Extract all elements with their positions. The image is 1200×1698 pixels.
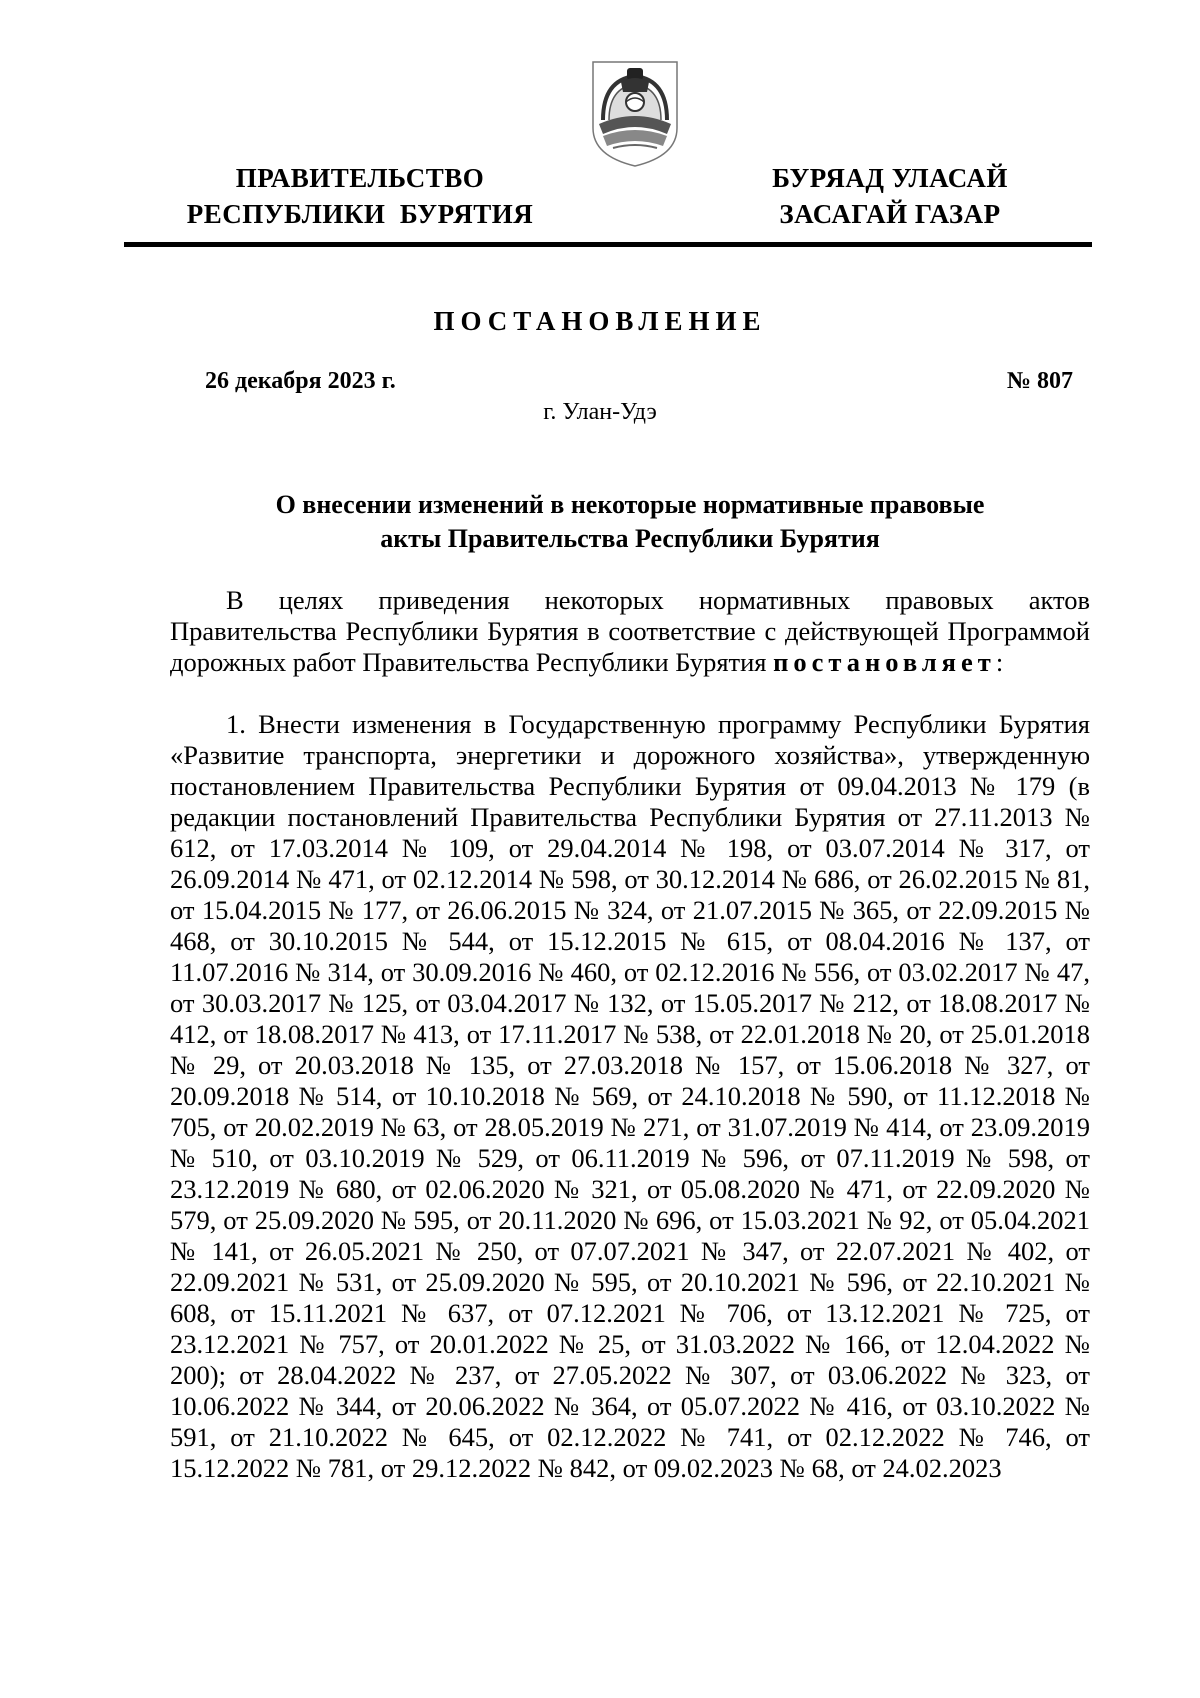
document-body bbox=[170, 585, 1090, 1484]
preamble-paragraph bbox=[170, 585, 1090, 678]
coat-of-arms-icon bbox=[589, 58, 681, 170]
document-number: № 807 bbox=[1006, 368, 1073, 394]
subject-line2: акты Правительства Республики Бурятия bbox=[380, 524, 880, 553]
document-city: г. Улан-Удэ bbox=[543, 399, 657, 425]
issuer-ru-line1: ПРАВИТЕЛЬСТВО bbox=[235, 163, 485, 193]
issuer-ru-line2: РЕСПУБЛИКИ БУРЯТИЯ bbox=[186, 199, 534, 229]
subject-line1: О внесении изменений в некоторые нормативные правовые bbox=[275, 490, 985, 519]
item-1-paragraph: 1. Внести изменения в Государственную программу Республики Бурятия «Развитие транспорта, энергетики и дорожного хозяйства», утвержденную постановлением Правительства Республики Бурятия от 09.04.2013 № 179 (в редакции постановлений Правительства Республики Бурятия от 27.11.2013 № 612, от 17.03.2014 № 109, от 29.04.2014 № 198, от 03.07.2014 № 317, от 26.09.2014 № 471, от 02.12.2014 № 598, от 30.12.2014 № 686, от 26.02.2015 № 81, от 15.04.2015 № 177, от 26.06.2015 № 324, от 21.07.2015 № 365, от 22.09.2015 № 468, от 30.10.2015 № 544, от 15.12.2015 № 615, от 08.04.2016 № 137, от 11.07.2016 № 314, от 30.09.2016 № 460, от 02.12.2016 № 556, от 03.02.2017 № 47, от 30.03.2017 № 125, от 03.04.2017 № 132, от 15.05.2017 № 212, от 18.08.2017 № 412, от 18.08.2017 № 413, от 17.11.2017 № 538, от 22.01.2018 № 20, от 25.01.2018 № 29, от 20.03.2018 № 135, от 27.03.2018 № 157, от 15.06.2018 № 327, от 20.09.2018 № 514, от 10.10.2018 № 569, от 24.10.2018 № 590, от 11.12.2018 № 705, от 20.02.2019 № 63, от 28.05.2019 № 271, от 31.07.2019 № 414, от 23.09.2019 № 510, от 03.10.2019 № 529, от 06.11.2019 № 596, от 07.11.2019 № 598, от 23.12.2019 № 680, от 02.06.2020 № 321, от 05.08.2020 № 471, от 22.09.2020 № 579, от 25.09.2020 № 595, от 20.11.2020 № 696, от 15.03.2021 № 92, от 05.04.2021 № 141, от 26.05.2021 № 250, от 07.07.2021 № 347, от 22.07.2021 № 402, от 22.09.2021 № 531, от 25.09.2020 № 595, от 20.10.2021 № 596, от 22.10.2021 № 608, от 15.11.2021 № 637, от 07.12.2021 № 706, от 13.12.2021 № 725, от 23.12.2021 № 757, от 20.01.2022 № 25, от 31.03.2022 № 166, от 12.04.2022 № 200); от 28.04.2022 № 237, от 27.05.2022 № 307, от 03.06.2022 № 323, от 10.06.2022 № 344, от 20.06.2022 № 364, от 05.07.2022 № 416, от 03.10.2022 № 591, от 21.10.2022 № 645, от 02.12.2022 № 741, от 02.12.2022 № 746, от 15.12.2022 № 781, от 29.12.2022 № 842, от 09.02.2023 № 68, от 24.02.2023 bbox=[170, 709, 1090, 1483]
issuer-bua-line1: БУРЯАД УЛАСАЙ bbox=[772, 163, 1008, 193]
preamble-emphasis: постановляет bbox=[773, 647, 996, 677]
issuer-name-russian bbox=[160, 160, 560, 232]
issuer-name-buryat bbox=[740, 160, 1040, 232]
issuer-bua-line2: ЗАСАГАЙ ГАЗАР bbox=[779, 199, 1001, 229]
document-type-title: ПОСТАНОВЛЕНИЕ bbox=[433, 306, 767, 336]
document-date: 26 декабря 2023 г. bbox=[205, 368, 396, 394]
preamble-end: : bbox=[995, 647, 1004, 677]
preamble-text: В целях приведения некоторых нормативных правовых актов Правительства Республики Бурятия в соответствие с действующей Программой дорожных работ Правительства Республики Бурятия bbox=[170, 585, 1090, 677]
document-subject bbox=[200, 488, 1060, 556]
header-divider bbox=[124, 242, 1092, 247]
